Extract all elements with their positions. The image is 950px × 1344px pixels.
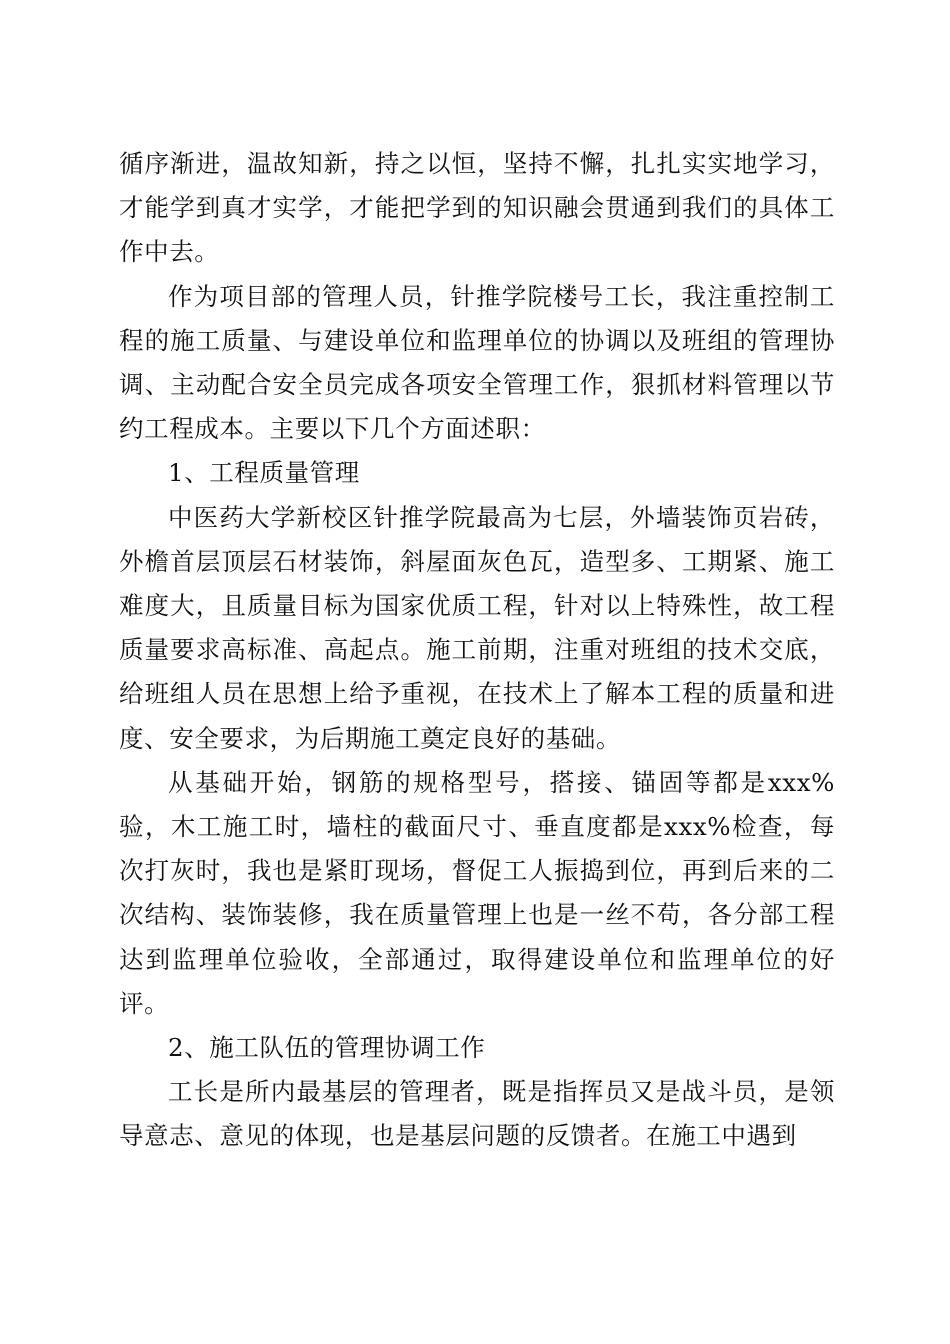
section-heading-1: 1、工程质量管理 <box>168 458 360 488</box>
section-heading-2: 2、施工队伍的管理协调工作 <box>168 1033 486 1063</box>
paragraph-1: 循序渐进，温故知新，持之以恒，坚持不懈，扎扎实实地学习，才能学到真才实学，才能把学到的知识融会贯通到我们的具体工作中去。 <box>119 149 835 267</box>
paragraph-4: 从基础开始，钢筋的规格型号，搭接、锚固等都是xxx%验，木工施工时，墙柱的截面尺寸、垂直度都是xxx%检查，每次打灰时，我也是紧盯现场，督促工人振捣到位，再到后来的二次结构、装饰装修，我在质量管理上也是一丝不苟，各分部工程达到监理单位验收，全部通过，取得建设单位和监理单位的好评。 <box>119 767 835 1018</box>
document-body <box>119 142 835 1159</box>
paragraph-2: 作为项目部的管理人员，针推学院楼号工长，我注重控制工程的施工质量、与建设单位和监理单位的协调以及班组的管理协调、主动配合安全员完成各项安全管理工作，狠抓材料管理以节约工程成本。主要以下几个方面述职： <box>119 281 835 444</box>
paragraph-3: 中医药大学新校区针推学院最高为七层，外墙装饰页岩砖，外檐首层顶层石材装饰，斜屋面灰色瓦，造型多、工期紧、施工难度大，且质量目标为国家优质工程，针对以上特殊性，故工程质量要求高标准、高起点。施工前期，注重对班组的技术交底，给班组人员在思想上给予重视，在技术上了解本工程的质量和进度、安全要求，为后期施工奠定良好的基础。 <box>119 502 835 753</box>
paragraph-5: 工长是所内最基层的管理者，既是指挥员又是战斗员，是领导意志、意见的体现，也是基层问题的反馈者。在施工中遇到 <box>119 1077 835 1151</box>
